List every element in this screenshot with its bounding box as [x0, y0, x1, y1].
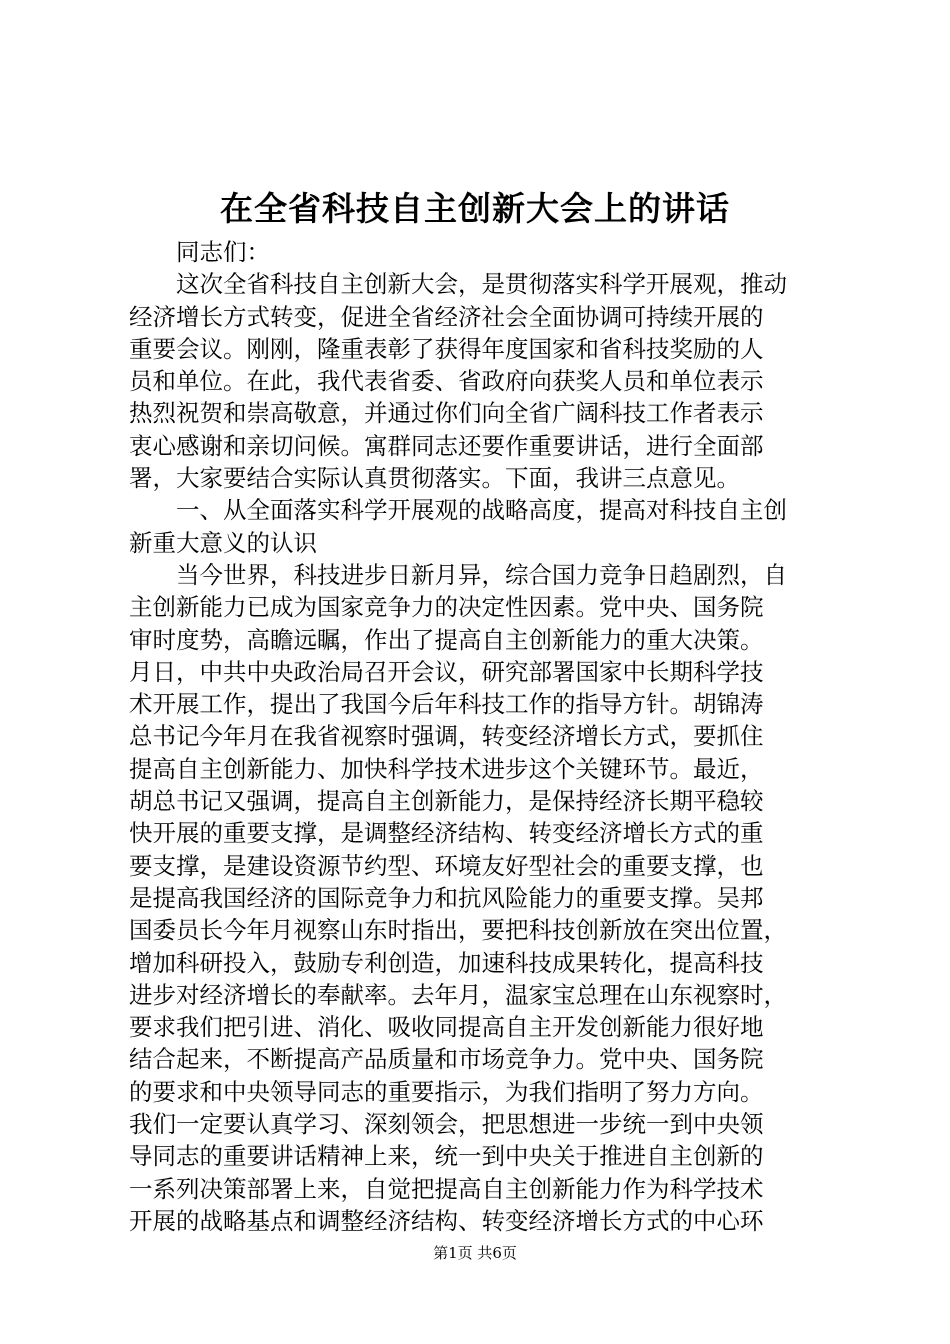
body-line: 开展的战略基点和调整经济结构、转变经济增长方式的中心环	[129, 1206, 764, 1235]
body-line: 一系列决策部署上来，自觉把提高自主创新能力作为科学技术	[129, 1174, 764, 1203]
body-line: 审时度势，高瞻远瞩，作出了提高自主创新能力的重大决策。	[129, 625, 764, 654]
body-line: 热烈祝贺和崇高敬意，并通过你们向全省广阔科技工作者表示	[129, 399, 764, 428]
body-line: 主创新能力已成为国家竞争力的决定性因素。党中央、国务院	[129, 593, 764, 622]
page-number-footer: 第1页 共6页	[433, 1244, 517, 1262]
body-line: 术开展工作，提出了我国今后年科技工作的指导方针。胡锦涛	[129, 690, 764, 719]
document-title: 在全省科技自主创新大会上的讲话	[220, 189, 730, 228]
body-line: 胡总书记又强调，提高自主创新能力，是保持经济长期平稳较	[129, 787, 764, 816]
body-line: 增加科研投入，鼓励专利创造，加速科技成果转化，提高科技	[129, 948, 764, 977]
section-heading-line: 新重大意义的认识	[129, 528, 317, 557]
body-line: 是提高我国经济的国际竞争力和抗风险能力的重要支撑。吴邦	[129, 883, 764, 912]
body-line: 要支撑，是建设资源节约型、环境友好型社会的重要支撑，也	[129, 851, 764, 880]
body-line: 国委员长今年月视察山东时指出，要把科技创新放在突出位置，	[129, 916, 787, 945]
body-line: 结合起来，不断提高产品质量和市场竞争力。党中央、国务院	[129, 1045, 764, 1074]
body-line: 衷心感谢和亲切问候。寓群同志还要作重要讲话，进行全面部	[129, 431, 764, 460]
body-line: 员和单位。在此，我代表省委、省政府向获奖人员和单位表示	[129, 367, 764, 396]
body-line: 当今世界，科技进步日新月异，综合国力竞争日趋剧烈，自	[129, 560, 787, 589]
body-line: 导同志的重要讲话精神上来，统一到中央关于推进自主创新的	[129, 1142, 764, 1171]
body-line: 同志们：	[129, 238, 270, 266]
body-line: 署，大家要结合实际认真贯彻落实。下面，我讲三点意见。	[129, 464, 740, 493]
body-line: 进步对经济增长的奉献率。去年月，温家宝总理在山东视察时，	[129, 980, 787, 1009]
body-line: 的要求和中央领导同志的重要指示，为我们指明了努力方向。	[129, 1077, 764, 1106]
body-line: 这次全省科技自主创新大会，是贯彻落实科学开展观，推动	[129, 270, 787, 299]
body-line: 经济增长方式转变，促进全省经济社会全面协调可持续开展的	[129, 302, 764, 331]
body-line: 要求我们把引进、消化、吸收同提高自主开发创新能力很好地	[129, 1013, 764, 1042]
body-line: 重要会议。刚刚，隆重表彰了获得年度国家和省科技奖励的人	[129, 334, 764, 363]
body-line: 提高自主创新能力、加快科学技术进步这个关键环节。最近，	[129, 754, 764, 783]
body-line: 快开展的重要支撑，是调整经济结构、转变经济增长方式的重	[129, 819, 764, 848]
document-body	[129, 236, 839, 1237]
body-line: 月日，中共中央政治局召开会议，研究部署国家中长期科学技	[129, 657, 764, 686]
body-line: 我们一定要认真学习、深刻领会，把思想进一步统一到中央领	[129, 1110, 764, 1139]
body-line: 总书记今年月在我省视察时强调，转变经济增长方式，要抓住	[129, 722, 764, 751]
section-heading-line: 一、从全面落实科学开展观的战略高度，提高对科技自主创	[129, 496, 787, 525]
